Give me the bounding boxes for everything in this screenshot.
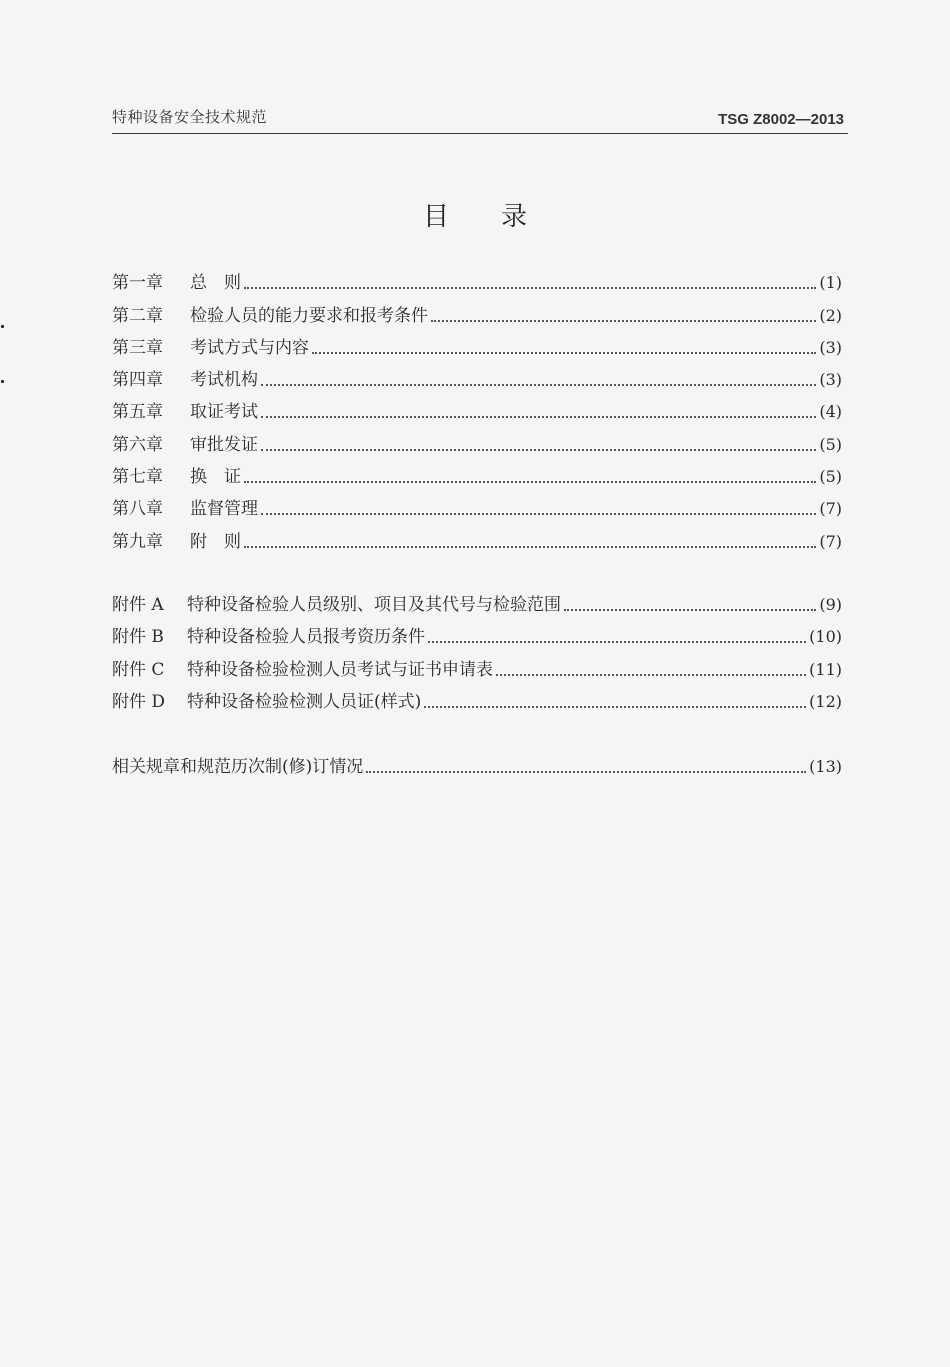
toc-entry-page: (3) [819,337,842,357]
toc-entry-number: 附件 D [112,691,166,712]
toc-entry-page: (4) [819,402,842,422]
toc-entry-page: (9) [819,594,842,614]
table-of-contents [112,262,842,778]
dot-leader [244,287,816,289]
toc-entry-page: (7) [819,531,842,551]
toc-entry-number: 第一章 [112,273,163,294]
chapter-list [112,262,842,553]
toc-entry-number: 第四章 [112,370,163,391]
toc-entry-chapter[interactable] [112,488,842,520]
dot-leader [244,481,816,483]
toc-entry-title: 特种设备检验检测人员证(样式) [187,691,422,712]
toc-entry-appendix[interactable] [112,616,842,648]
toc-entry-number: 附件 B [112,627,164,648]
toc-entry-title: 特种设备检验人员报考资历条件 [187,627,425,648]
toc-entry-number: 附件 A [112,594,164,615]
toc-entry-page: (12) [809,691,842,711]
dot-leader [564,609,816,611]
toc-entry-page: (11) [809,659,842,679]
toc-entry-title: 特种设备检验人员级别、项目及其代号与检验范围 [187,594,561,615]
toc-entry-page: (7) [819,499,842,519]
appendix-list [112,584,842,713]
toc-entry-title: 总 则 [190,273,241,294]
toc-entry-title: 监督管理 [190,499,258,520]
toc-entry-title: 考试机构 [190,370,258,391]
toc-entry-number: 第二章 [112,305,163,326]
toc-entry-chapter[interactable] [112,391,842,423]
dot-leader [428,641,806,643]
dot-leader [261,449,816,451]
toc-entry-title: 考试方式与内容 [190,337,309,358]
toc-entry-appendix[interactable] [112,584,842,616]
dot-leader [496,674,806,676]
toc-entry-chapter[interactable] [112,327,842,359]
toc-entry-chapter[interactable] [112,423,842,455]
toc-entry-page: (3) [819,370,842,390]
toc-entry-title: 相关规章和规范历次制(修)订情况 [112,757,364,778]
header-series-title: 特种设备安全技术规范 [112,108,268,126]
toc-entry-title: 取证考试 [190,402,258,423]
dot-leader [431,320,816,322]
toc-title: 目录 [422,202,579,232]
related-list [112,746,842,778]
toc-entry-page: (13) [809,757,842,777]
toc-entry-appendix[interactable] [112,681,842,713]
toc-entry-chapter[interactable] [112,262,842,294]
header-standard-code: TSG Z8002—2013 [718,111,844,128]
toc-entry-number: 第九章 [112,531,163,552]
toc-entry-number: 第八章 [112,499,163,520]
toc-entry-title: 换 证 [190,467,241,488]
toc-entry-title: 检验人员的能力要求和报考条件 [190,305,428,326]
toc-entry-page: (10) [809,627,842,647]
toc-entry-number: 第五章 [112,402,163,423]
toc-entry-title: 特种设备检验检测人员考试与证书申请表 [187,659,493,680]
toc-entry-title: 附 则 [190,531,241,552]
dot-leader [261,384,816,386]
toc-entry-number: 第七章 [112,467,163,488]
scan-mark [1,325,4,328]
toc-entry-page: (1) [819,273,842,293]
dot-leader [366,771,806,773]
toc-entry-chapter[interactable] [112,520,842,552]
dot-leader [424,706,806,708]
page-header [112,103,848,134]
toc-entry-page: (2) [819,305,842,325]
toc-entry-number: 第三章 [112,337,163,358]
toc-entry-chapter[interactable] [112,456,842,488]
toc-entry-related[interactable] [112,746,842,778]
toc-entry-page: (5) [819,434,842,454]
toc-entry-number: 第六章 [112,434,163,455]
dot-leader [244,546,816,548]
toc-entry-title: 审批发证 [190,434,258,455]
toc-entry-chapter[interactable] [112,294,842,326]
dot-leader [261,513,816,515]
scan-mark [1,380,4,383]
dot-leader [261,416,816,418]
dot-leader [312,352,816,354]
toc-entry-number: 附件 C [112,659,165,680]
toc-entry-page: (5) [819,467,842,487]
toc-entry-chapter[interactable] [112,359,842,391]
toc-entry-appendix[interactable] [112,648,842,680]
